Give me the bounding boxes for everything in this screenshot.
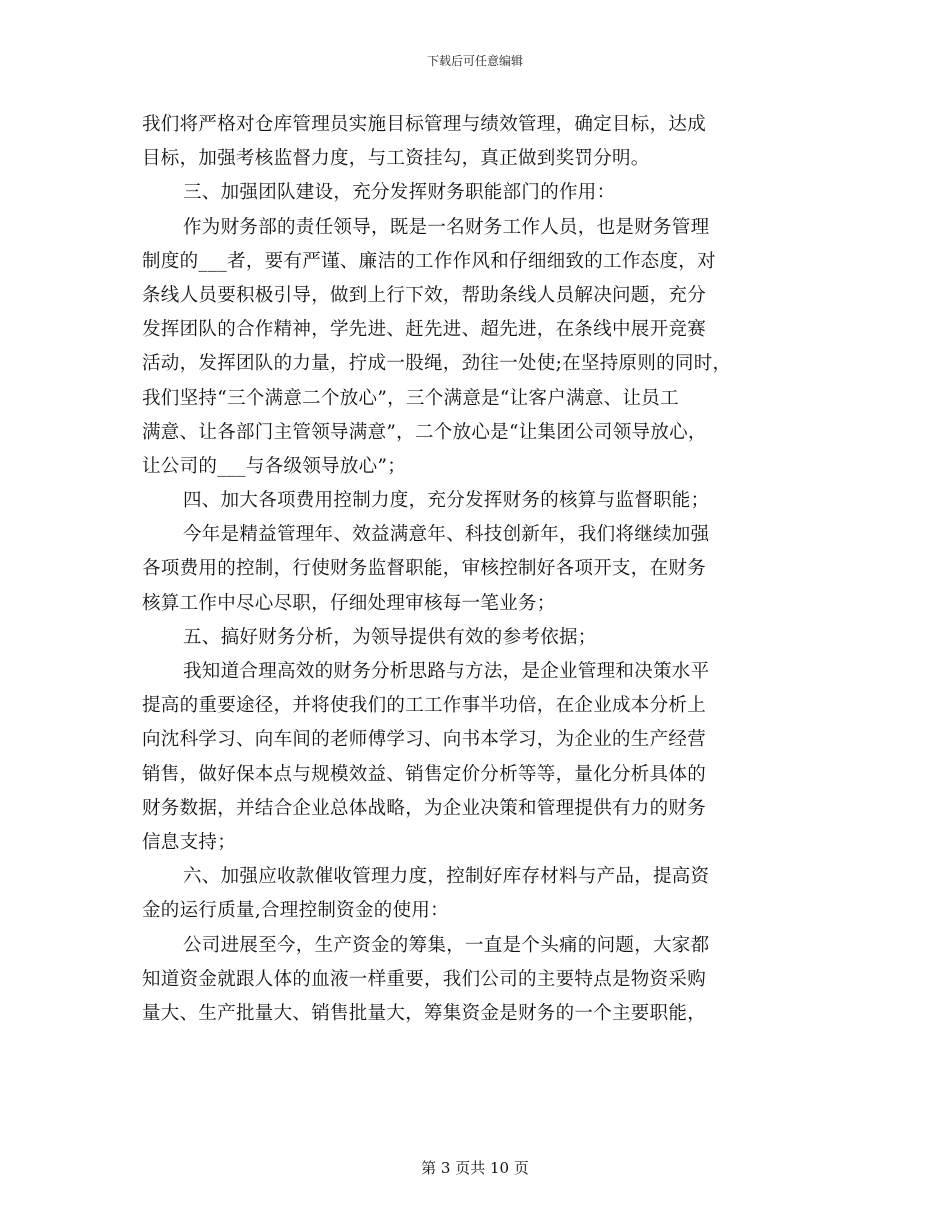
text-line: 信息支持；: [142, 831, 237, 853]
text-line: 让公司的___与各级领导放心”；: [142, 455, 407, 477]
text-line: 满意、让各部门主管领导满意”，二个放心是“让集团公司领导放心，: [142, 421, 707, 443]
text-line: 作为财务部的责任领导，既是一名财务工作人员，也是财务管理: [183, 216, 710, 238]
text-line: 目标，加强考核监督力度，与工资挂勾，真正做到奖罚分明。: [142, 148, 650, 170]
text-line: 金的运行质量,合理控制资金的使用：: [142, 900, 449, 922]
text-line: 我们坚持“三个满意二个放心”，三个满意是“让客户满意、让员工: [142, 387, 679, 409]
text-line: 我们将严格对仓库管理员实施目标管理与绩效管理，确定目标，达成: [142, 114, 707, 135]
text-line: 销售，做好保本点与规模效益、销售定价分析等等，量化分析具体的: [142, 763, 707, 785]
document-body: [142, 108, 812, 1031]
page-header-note: 下载后可任意编辑: [426, 54, 523, 68]
text-line: 发挥团队的合作精神，学先进、赶先进、超先进，在条线中展开竞赛: [142, 319, 707, 341]
text-line: 今年是精益管理年、效益满意年、科技创新年，我们将继续加强: [183, 524, 710, 546]
text-line: 公司进展至今，生产资金的筹集，一直是个头痛的问题，大家都: [183, 934, 710, 956]
text-line: 提高的重要途径，并将使我们的工工作事半功倍，在企业成本分析上: [142, 695, 707, 717]
text-line: 四、加大各项费用控制力度，充分发挥财务的核算与监督职能；: [183, 490, 710, 512]
text-line: 财务数据，并结合企业总体战略，为企业决策和管理提供有力的财务: [142, 797, 707, 819]
text-line: 各项费用的控制，行使财务监督职能，审核控制好各项开支，在财务: [142, 558, 707, 580]
text-line: 量大、生产批量大、销售批量大，筹集资金是财务的一个主要职能，: [142, 1002, 707, 1024]
text-line: 向沈科学习、向车间的老师傅学习、向书本学习，为企业的生产经营: [142, 729, 707, 751]
text-line: 活动，发挥团队的力量，拧成一股绳，劲往一处使;在坚持原则的同时，: [142, 353, 732, 375]
text-line: 知道资金就跟人体的血液一样重要，我们公司的主要特点是物资采购: [142, 968, 707, 990]
text-line: 核算工作中尽心尽职，仔细处理审核每一笔业务；: [142, 592, 556, 614]
text-line: 我知道合理高效的财务分析思路与方法，是企业管理和决策水平: [183, 661, 710, 682]
text-line: 三、加强团队建设，充分发挥财务职能部门的作用：: [183, 182, 616, 204]
page-number: 第 3 页共 10 页: [421, 1159, 529, 1177]
text-line: 六、加强应收款催收管理力度，控制好库存材料与产品，提高资: [183, 866, 710, 888]
text-line: 条线人员要积极引导，做到上行下效，帮助条线人员解决问题，充分: [142, 284, 707, 306]
text-line: 五、搞好财务分析，为领导提供有效的参考依据；: [183, 626, 597, 648]
text-line: 制度的___者，要有严谨、廉洁的工作作风和仔细细致的工作态度，对: [142, 250, 716, 272]
